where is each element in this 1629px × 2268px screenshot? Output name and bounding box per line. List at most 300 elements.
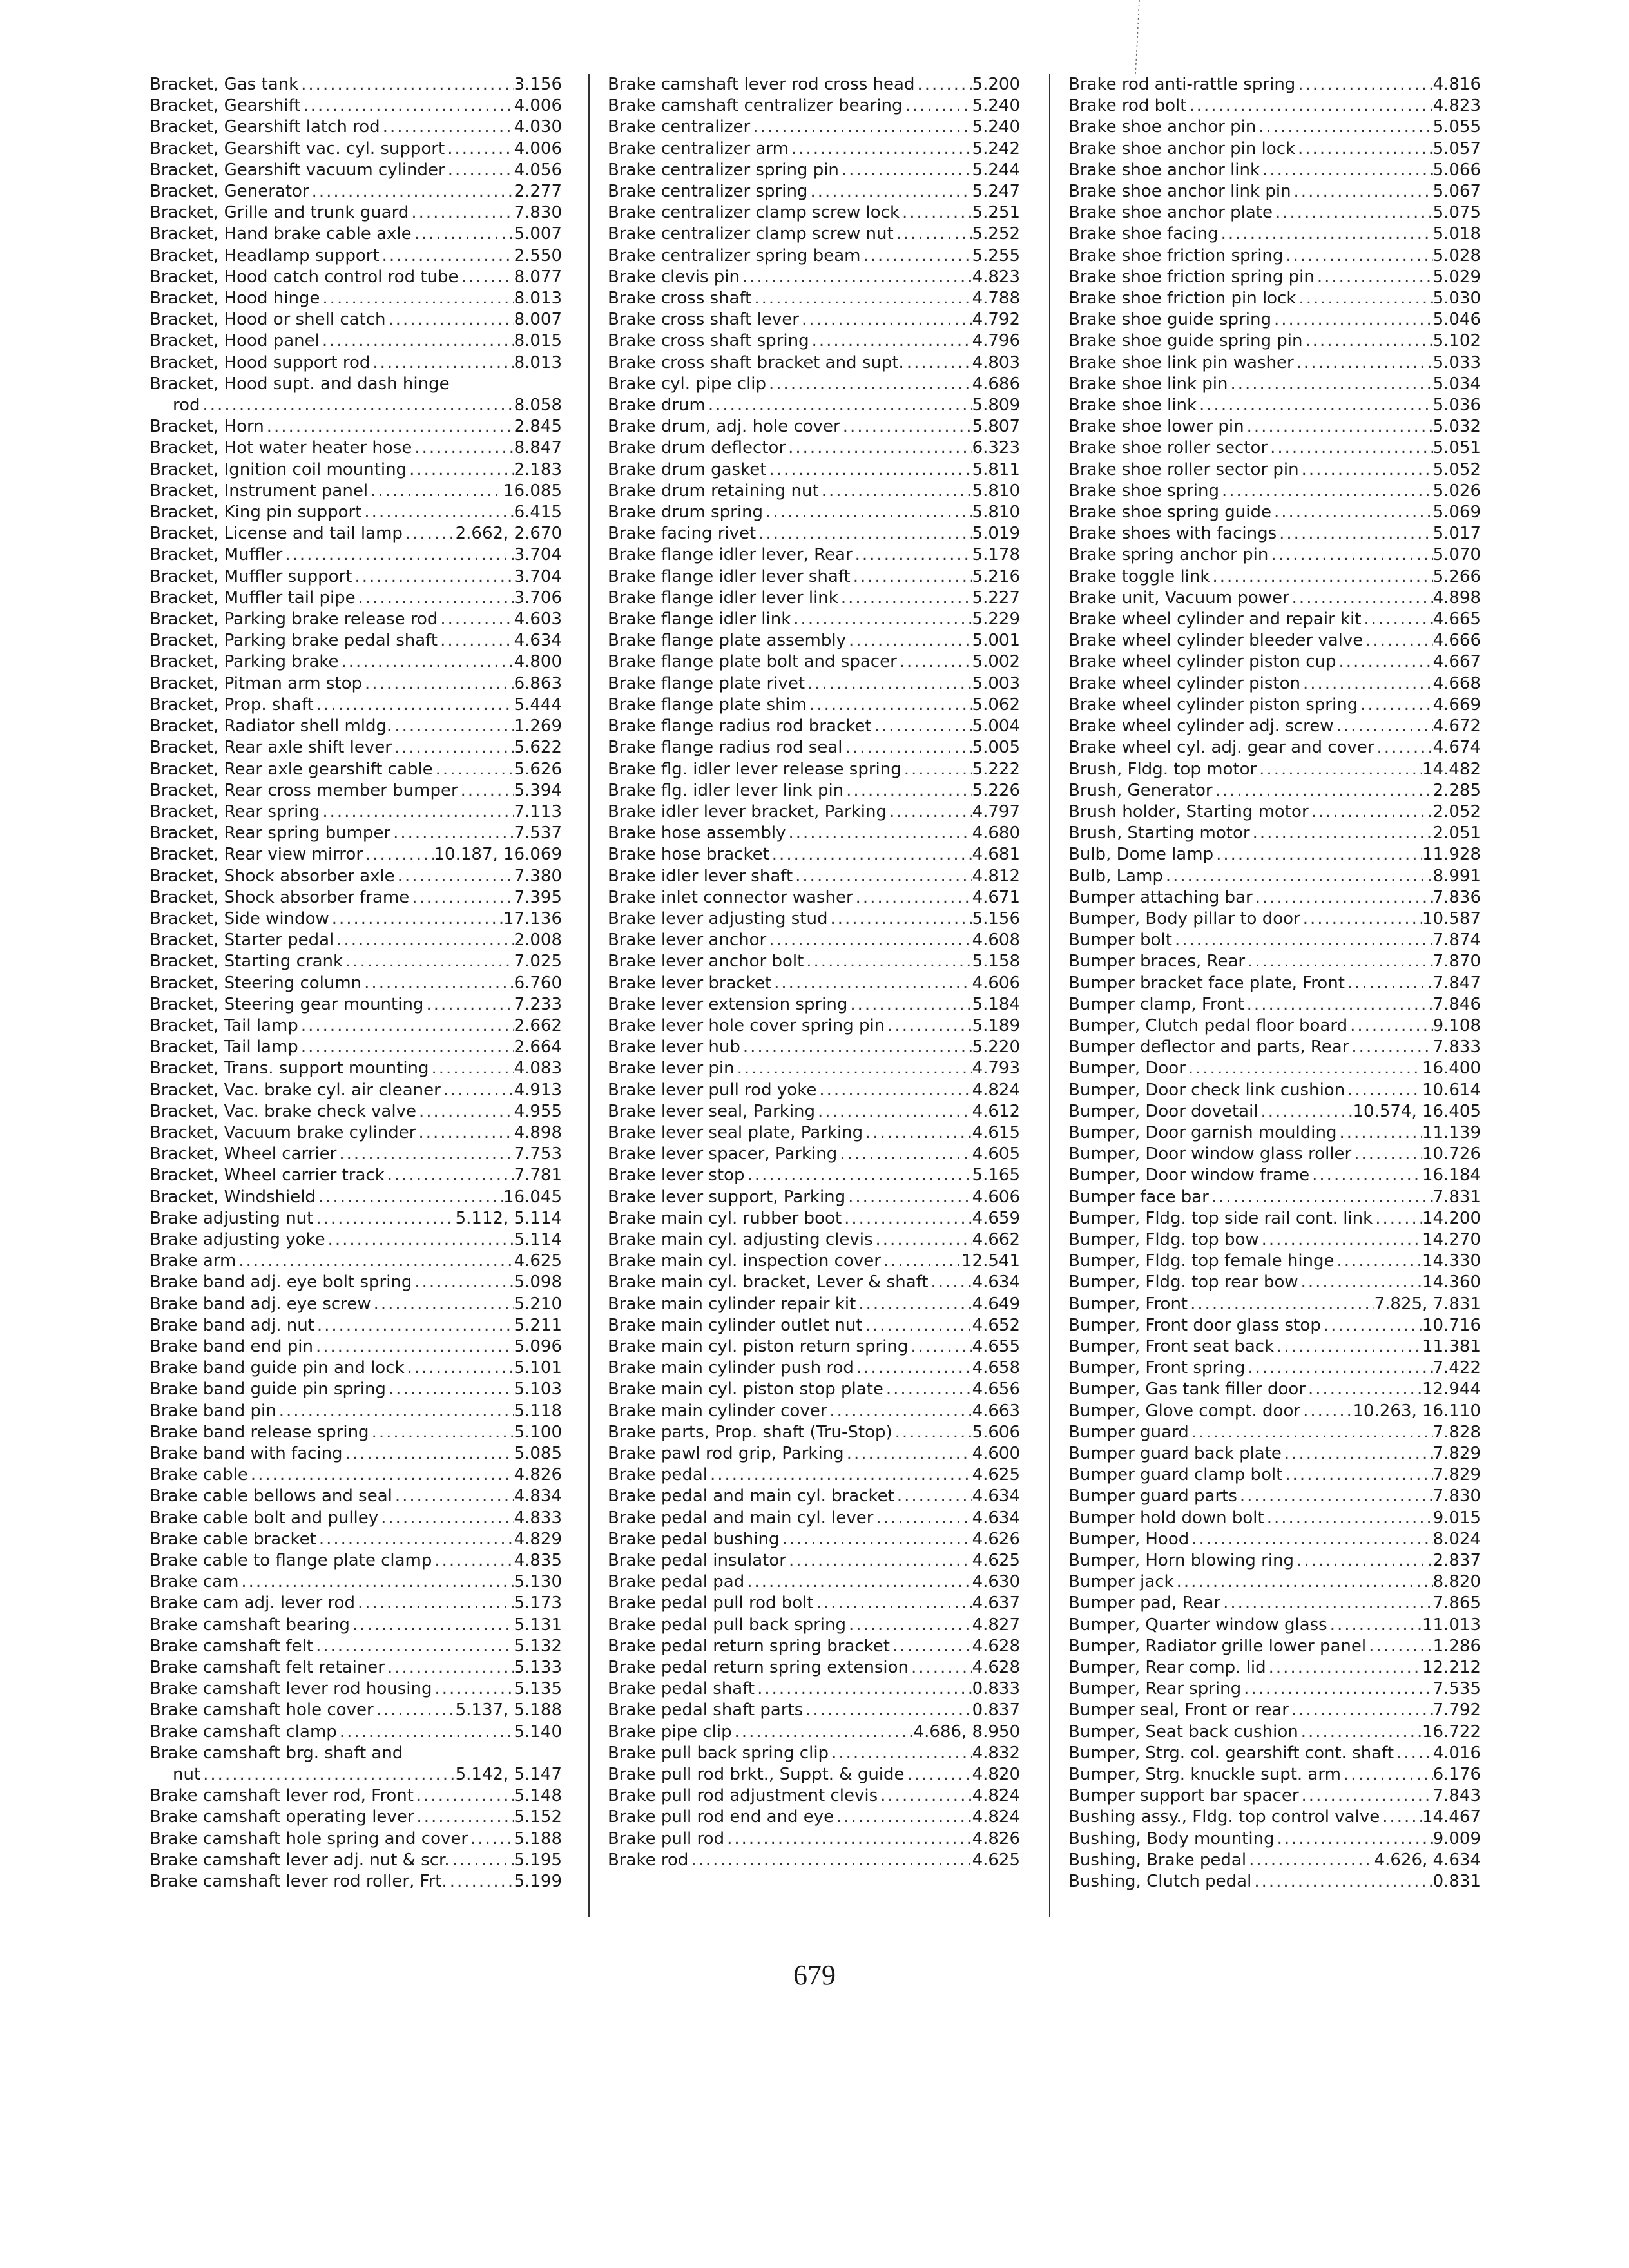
- dot-leader: [374, 1700, 456, 1721]
- entry-reference: 5.046: [1432, 310, 1481, 330]
- dot-leader: [1260, 160, 1432, 181]
- entry-name: Brake wheel cylinder piston spring: [1068, 695, 1358, 715]
- entry-reference: 5.112, 5.114: [455, 1208, 562, 1228]
- entry-reference: 6.760: [514, 973, 562, 993]
- entry-reference: 1.269: [514, 716, 562, 736]
- entry-name: Brake rod: [608, 1850, 689, 1870]
- entry-name: Brake cable bolt and pulley: [149, 1508, 379, 1528]
- entry-reference: 16.722: [1422, 1722, 1481, 1742]
- dot-leader: [378, 1508, 514, 1529]
- entry-reference: 8.847: [514, 438, 562, 458]
- dot-leader: [445, 139, 514, 160]
- index-entry: [1068, 481, 1481, 502]
- entry-name: Bracket, Prop. shaft: [149, 695, 314, 715]
- dot-leader: [248, 1465, 514, 1486]
- dot-leader: [438, 630, 514, 651]
- entry-reference: 5.114: [514, 1229, 562, 1249]
- dot-leader: [1197, 395, 1433, 416]
- entry-name: Bracket, Vac. brake check valve: [149, 1101, 416, 1121]
- entry-name: Bracket, Headlamp support: [149, 245, 380, 265]
- entry-name: Bracket, Steering column: [149, 973, 362, 993]
- entry-name: Bracket, Muffler support: [149, 566, 352, 586]
- dot-leader: [929, 1272, 972, 1293]
- dot-leader: [908, 1336, 972, 1358]
- index-entry: [608, 651, 1020, 673]
- dot-leader: [1251, 1871, 1432, 1892]
- entry-reference: 5.140: [514, 1722, 562, 1742]
- dot-leader: [309, 181, 514, 202]
- dot-leader: [799, 309, 972, 331]
- index-entry: [149, 139, 562, 160]
- dot-leader: [763, 502, 972, 523]
- entry-reference: 4.030: [514, 117, 562, 137]
- entry-name: Bracket, Gearshift vac. cyl. support: [149, 139, 445, 159]
- entry-name: Brake camshaft hole spring and cover: [149, 1829, 468, 1849]
- dot-leader: [316, 1187, 503, 1208]
- index-entry: [1068, 267, 1481, 288]
- dot-leader: [459, 267, 514, 288]
- entry-name: Brake band pin: [149, 1401, 276, 1421]
- index-entry: [1068, 1722, 1481, 1743]
- entry-reference: 4.608: [972, 930, 1020, 950]
- entry-reference: 4.816: [1432, 75, 1481, 94]
- entry-reference: 5.070: [1432, 545, 1481, 565]
- entry-reference: 7.025: [514, 952, 562, 972]
- index-entry: [1068, 437, 1481, 459]
- dot-leader: [1336, 1122, 1422, 1144]
- entry-name: Bumper guard clamp bolt: [1068, 1465, 1283, 1485]
- index-entry: [1068, 844, 1481, 865]
- dot-leader: [1163, 866, 1433, 887]
- entry-name: Brake main cylinder cover: [608, 1401, 827, 1421]
- entry-name: Bumper face bar: [1068, 1187, 1209, 1207]
- entry-reference: 4.898: [1432, 588, 1481, 608]
- index-entry: [149, 1615, 562, 1636]
- entry-reference: 5.165: [972, 1166, 1020, 1186]
- entry-reference: 16.400: [1422, 1059, 1481, 1079]
- entry-name: Brake main cyl. rubber boot: [608, 1208, 842, 1228]
- index-entry: [149, 930, 562, 951]
- entry-name: Bracket, Hand brake cable axle: [149, 224, 412, 244]
- dot-leader: [1189, 1529, 1432, 1550]
- entry-name: Brake cross shaft bracket and supt.: [608, 352, 904, 372]
- entry-reference: 4.803: [972, 352, 1020, 372]
- dot-leader: [751, 288, 972, 309]
- entry-name: Brake flange idler lever link: [608, 588, 838, 608]
- dot-leader: [386, 309, 514, 331]
- entry-reference: 10.726: [1422, 1144, 1481, 1164]
- index-entry: [149, 609, 562, 630]
- entry-reference: 4.603: [514, 610, 562, 629]
- entry-name: Bumper, Door check link cushion: [1068, 1080, 1345, 1100]
- index-entry: [608, 1144, 1020, 1165]
- entry-reference: 12.944: [1422, 1379, 1481, 1399]
- entry-reference: 4.671: [972, 887, 1020, 907]
- entry-name: Brake lever pull rod yoke: [608, 1080, 817, 1100]
- index-entry: [149, 1807, 562, 1828]
- index-entry: [149, 1422, 562, 1443]
- entry-name: Brake idler lever shaft: [608, 866, 793, 886]
- entry-name: Bracket, Hot water heater hose: [149, 438, 412, 458]
- index-entry: [608, 331, 1020, 352]
- index-entry: [1068, 95, 1481, 117]
- entry-name: Brake shoe spring: [1068, 481, 1219, 501]
- entry-name: Brake lever stop: [608, 1166, 745, 1186]
- entry-name: Bracket, Generator: [149, 182, 309, 202]
- entry-reference: 7.874: [1432, 930, 1481, 950]
- entry-name: Brake pedal bushing: [608, 1529, 780, 1549]
- entry-reference: 4.628: [972, 1636, 1020, 1656]
- dot-leader: [314, 695, 514, 716]
- dot-leader: [412, 437, 514, 459]
- entry-name: Brake main cyl. bracket, Lever & shaft: [608, 1273, 929, 1293]
- entry-name: Brake adjusting nut: [149, 1208, 314, 1228]
- entry-reference: 4.006: [514, 139, 562, 159]
- entry-name: Bumper guard parts: [1068, 1486, 1237, 1506]
- dot-leader: [450, 1850, 514, 1871]
- entry-reference: 5.178: [972, 545, 1020, 565]
- entry-reference: 5.062: [972, 695, 1020, 715]
- index-entry: [149, 1593, 562, 1614]
- index-entry: [608, 1336, 1020, 1358]
- dot-leader: [914, 74, 972, 95]
- index-entry: [1068, 1294, 1481, 1315]
- entry-reference: 7.865: [1432, 1593, 1481, 1613]
- entry-name: Bracket, Parking brake: [149, 652, 339, 672]
- entry-name: Brake shoe roller sector pin: [1068, 459, 1299, 479]
- index-entry: [149, 1294, 562, 1315]
- dot-leader: [766, 459, 972, 481]
- dot-leader: [1256, 117, 1432, 138]
- dot-leader: [1210, 566, 1432, 588]
- entry-reference: 5.069: [1432, 503, 1481, 523]
- entry-name: Brake adjusting yoke: [149, 1229, 325, 1249]
- entry-reference: 2.008: [514, 930, 562, 950]
- entry-name: Bushing, Brake pedal: [1068, 1850, 1247, 1870]
- entry-reference: 7.829: [1432, 1465, 1481, 1485]
- entry-reference: 7.846: [1432, 994, 1481, 1014]
- entry-reference: 5.240: [972, 96, 1020, 116]
- dot-leader: [1237, 1486, 1433, 1507]
- entry-reference: 8.007: [514, 310, 562, 330]
- index-entry: [149, 908, 562, 930]
- dot-leader: [863, 1122, 972, 1144]
- dot-leader: [392, 1486, 514, 1507]
- entry-reference: 12.212: [1422, 1658, 1481, 1678]
- index-entry: [608, 1785, 1020, 1807]
- index-entry: [1068, 1615, 1481, 1636]
- dot-leader: [334, 930, 514, 951]
- index-entry: [149, 160, 562, 181]
- index-entry: [608, 588, 1020, 609]
- dot-leader: [1366, 1636, 1432, 1657]
- entry-name: Bracket, Hood catch control rod tube: [149, 267, 459, 287]
- entry-reference: 4.832: [972, 1743, 1020, 1763]
- index-entry: [149, 544, 562, 566]
- index-entry: [1068, 1764, 1481, 1785]
- entry-reference: 4.833: [514, 1508, 562, 1528]
- dot-leader: [1309, 1165, 1422, 1186]
- dot-leader: [368, 481, 503, 502]
- index-entry: [1068, 309, 1481, 331]
- entry-reference: 4.663: [972, 1401, 1020, 1421]
- dot-leader: [786, 1550, 972, 1571]
- entry-name: Brake shoe guide spring pin: [1068, 331, 1303, 351]
- entry-reference: 2.550: [514, 245, 562, 265]
- dot-leader: [786, 437, 972, 459]
- index-entry: [608, 1315, 1020, 1336]
- dot-leader: [432, 1678, 514, 1700]
- index-entry: [608, 1593, 1020, 1614]
- dot-leader: [1294, 352, 1433, 374]
- entry-name: Brake camshaft lever adj. nut & scr.: [149, 1850, 450, 1870]
- dot-leader: [901, 759, 972, 780]
- index-entry: [608, 1272, 1020, 1293]
- index-entry: [1068, 1315, 1481, 1336]
- entry-name: Bumper, Rear comp. lid: [1068, 1658, 1266, 1678]
- entry-reference: 4.834: [514, 1486, 562, 1506]
- dot-leader: [438, 609, 514, 630]
- dot-leader: [873, 1229, 972, 1251]
- entry-reference: 5.130: [514, 1572, 562, 1592]
- entry-name: Bracket, Starter pedal: [149, 930, 334, 950]
- index-entry: [608, 395, 1020, 416]
- entry-reference: 4.796: [972, 331, 1020, 351]
- index-entry: [1068, 1636, 1481, 1657]
- entry-reference: 2.845: [514, 417, 562, 437]
- index-entry: [1068, 523, 1481, 544]
- entry-name: Bumper, Quarter window glass: [1068, 1615, 1327, 1635]
- index-entry: [608, 1571, 1020, 1593]
- entry-name: Bumper bolt: [1068, 930, 1172, 950]
- entry-name: Bulb, Lamp: [1068, 866, 1163, 886]
- entry-reference: 4.820: [972, 1765, 1020, 1785]
- dot-leader: [847, 994, 972, 1015]
- index-entry: [1068, 887, 1481, 908]
- entry-reference: 5.052: [1432, 459, 1481, 479]
- dot-leader: [732, 1722, 914, 1743]
- scan-mark: [1134, 0, 1141, 74]
- entry-reference: 4.625: [972, 1850, 1020, 1870]
- entry-reference: 5.158: [972, 952, 1020, 972]
- dot-leader: [740, 1037, 972, 1058]
- dot-leader: [1268, 437, 1432, 459]
- entry-reference: 2.051: [1432, 823, 1481, 843]
- entry-name: Bumper, Door window glass roller: [1068, 1144, 1352, 1164]
- entry-reference: 4.674: [1432, 738, 1481, 758]
- entry-name: Bumper, Door window frame: [1068, 1166, 1310, 1186]
- entry-reference: 2.183: [514, 459, 562, 479]
- index-entry: [1068, 331, 1481, 352]
- dot-leader: [853, 887, 972, 908]
- index-entry: [1068, 588, 1481, 609]
- entry-reference: 3.704: [514, 566, 562, 586]
- dot-leader: [803, 1700, 972, 1721]
- entry-name: Bushing, Clutch pedal: [1068, 1872, 1252, 1892]
- entry-reference: 5.032: [1432, 417, 1481, 437]
- dot-leader: [264, 416, 514, 437]
- entry-name: Bracket, Tail lamp: [149, 1037, 298, 1057]
- entry-reference: 7.380: [514, 866, 562, 886]
- entry-name: Brake band with facing: [149, 1444, 343, 1463]
- entry-reference: 7.829: [1432, 1444, 1481, 1463]
- entry-name: Brake camshaft felt retainer: [149, 1658, 385, 1678]
- dot-leader: [414, 1807, 514, 1828]
- entry-name: Brake wheel cylinder adj. screw: [1068, 716, 1334, 736]
- dot-leader: [842, 1208, 972, 1229]
- index-entry: [1068, 1422, 1481, 1443]
- dot-leader: [853, 544, 972, 566]
- dot-leader: [786, 823, 972, 844]
- entry-reference: 2.277: [514, 182, 562, 202]
- dot-leader: [1213, 780, 1433, 802]
- entry-reference: 5.229: [972, 610, 1020, 629]
- entry-reference: 9.015: [1432, 1508, 1481, 1528]
- entry-reference: 2.662: [514, 1015, 562, 1035]
- entry-reference: 8.991: [1432, 866, 1481, 886]
- dot-leader: [791, 609, 972, 630]
- index-entry: [608, 673, 1020, 695]
- entry-name: Brake pedal return spring bracket: [608, 1636, 890, 1656]
- entry-name: Bumper, Front door glass stop: [1068, 1315, 1321, 1335]
- index-entry: [1068, 502, 1481, 523]
- entry-name: Brake camshaft lever rod roller, Frt.: [149, 1872, 447, 1892]
- index-entry: [1068, 352, 1481, 374]
- entry-name: Brake hose assembly: [608, 823, 786, 843]
- entry-name: Bracket, Grille and trunk guard: [149, 203, 409, 223]
- dot-leader: [819, 481, 972, 502]
- index-entry: [608, 1615, 1020, 1636]
- entry-reference: 5.036: [1432, 396, 1481, 416]
- dot-leader: [361, 502, 514, 523]
- entry-reference: 4.637: [972, 1593, 1020, 1613]
- dot-leader: [1244, 994, 1433, 1015]
- entry-reference: 5.152: [514, 1807, 562, 1827]
- dot-leader: [355, 1593, 514, 1614]
- entry-name: Brake flg. idler lever release spring: [608, 759, 901, 779]
- entry-reference: 5.004: [972, 716, 1020, 736]
- dot-leader: [724, 1829, 972, 1850]
- dot-leader: [897, 651, 972, 673]
- entry-reference: 5.210: [514, 1294, 562, 1314]
- entry-reference: 5.251: [972, 203, 1020, 223]
- entry-reference: 4.016: [1432, 1743, 1481, 1763]
- entry-reference: 5.148: [514, 1786, 562, 1806]
- index-entry: [608, 1850, 1020, 1871]
- entry-name: Brake main cyl. piston return spring: [608, 1336, 909, 1356]
- index-entry: [608, 1829, 1020, 1850]
- index-entry: [608, 459, 1020, 481]
- index-entry: [608, 224, 1020, 245]
- index-entry: [149, 1871, 562, 1892]
- index-entry: [1068, 673, 1481, 695]
- dot-leader: [350, 1615, 514, 1636]
- index-entry: [1068, 1785, 1481, 1807]
- entry-reference: 4.625: [972, 1551, 1020, 1571]
- entry-name: Bushing, Body mounting: [1068, 1829, 1275, 1849]
- entry-reference: 4.824: [972, 1080, 1020, 1100]
- entry-name: Bumper, Front seat back: [1068, 1336, 1275, 1356]
- entry-name: Brake cable: [149, 1465, 248, 1485]
- entry-name: Bracket, Rear cross member bumper: [149, 780, 458, 800]
- entry-reference: 6.176: [1432, 1765, 1481, 1785]
- index-entry: [149, 973, 562, 994]
- entry-name: Brake wheel cylinder bleeder valve: [1068, 631, 1364, 651]
- dot-leader: [789, 139, 972, 160]
- index-entry: [1068, 951, 1481, 972]
- index-entry: [608, 1657, 1020, 1678]
- entry-name: Brake drum: [608, 396, 706, 416]
- dot-leader: [200, 1764, 455, 1785]
- entry-name: Brake flange plate rivet: [608, 673, 805, 693]
- entry-reference: 4.827: [972, 1615, 1020, 1635]
- index-entry: [608, 1700, 1020, 1721]
- index-entry: [608, 181, 1020, 202]
- entry-name: Brake drum, adj. hole cover: [608, 417, 840, 437]
- dot-leader: [282, 544, 514, 566]
- dot-leader: [892, 1422, 972, 1443]
- index-entry: [149, 1187, 562, 1208]
- entry-name: Brake camshaft clamp: [149, 1722, 337, 1742]
- entry-reference: 5.100: [514, 1422, 562, 1442]
- index-entry: [149, 1764, 562, 1785]
- entry-reference: 2.662, 2.670: [455, 524, 562, 544]
- dot-leader: [1282, 1443, 1433, 1465]
- entry-reference: 16.184: [1422, 1166, 1481, 1186]
- entry-name: Brake flange radius rod bracket: [608, 716, 872, 736]
- index-entry: [1068, 609, 1481, 630]
- entry-name: Bracket, Side window: [149, 908, 329, 928]
- entry-name: Bumper, Door dovetail: [1068, 1101, 1258, 1121]
- dot-leader: [843, 780, 972, 802]
- entry-reference: 4.625: [972, 1465, 1020, 1485]
- entry-reference: 17.136: [503, 908, 562, 928]
- entry-name: Brake camshaft bearing: [149, 1615, 350, 1635]
- entry-reference: 5.622: [514, 738, 562, 758]
- dot-leader: [1228, 374, 1433, 395]
- entry-name: Brake cam adj. lever rod: [149, 1593, 355, 1613]
- entry-name: Brake clevis pin: [608, 267, 740, 287]
- entry-name: Bumper, Fldg. top rear bow: [1068, 1273, 1298, 1293]
- entry-reference: 7.830: [514, 203, 562, 223]
- entry-reference: 7.831: [1432, 1187, 1481, 1207]
- entry-reference: 0.833: [972, 1679, 1020, 1699]
- index-entry: [1068, 1700, 1481, 1721]
- index-entry: [1068, 1571, 1481, 1593]
- index-entry: [149, 1208, 562, 1229]
- dot-leader: [854, 1358, 972, 1379]
- index-entry: [149, 588, 562, 609]
- entry-name: Bumper deflector and parts, Rear: [1068, 1037, 1349, 1057]
- index-entry: [1068, 1187, 1481, 1208]
- dot-leader: [766, 930, 972, 951]
- entry-name: Brake flange radius rod seal: [608, 738, 843, 758]
- entry-reference: 11.013: [1422, 1615, 1481, 1635]
- entry-name: Bumper, Hood: [1068, 1529, 1190, 1549]
- entry-reference: 5.211: [514, 1315, 562, 1335]
- entry-reference: 3.156: [514, 75, 562, 94]
- index-entry: [1068, 160, 1481, 181]
- dot-leader: [837, 1144, 972, 1165]
- dot-leader: [458, 780, 514, 802]
- dot-leader: [755, 1678, 972, 1700]
- entry-name: Brake lever anchor: [608, 930, 767, 950]
- index-entry: [1068, 566, 1481, 588]
- entry-reference: 4.824: [972, 1786, 1020, 1806]
- entry-name: Brake centralizer spring beam: [608, 245, 861, 265]
- entry-name: Bumper attaching bar: [1068, 887, 1253, 907]
- dot-leader: [1220, 1593, 1432, 1614]
